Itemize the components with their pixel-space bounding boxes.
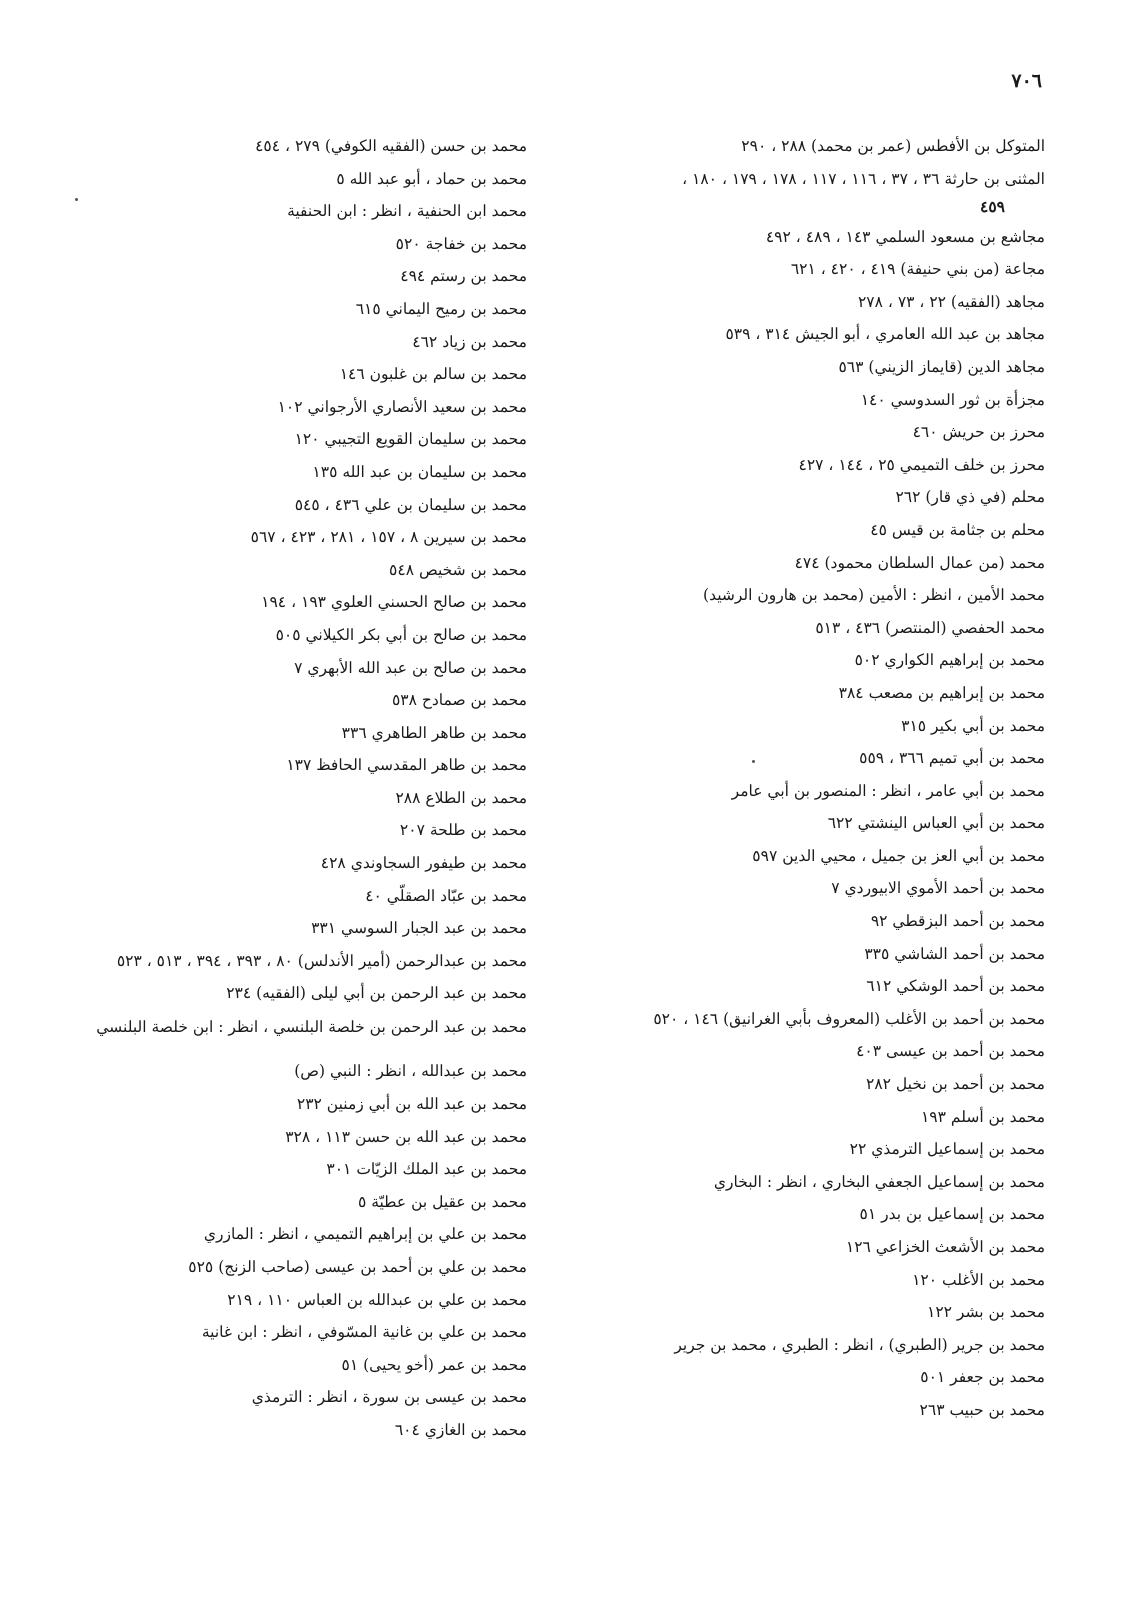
page-number: ٧٠٦ <box>1011 70 1042 92</box>
index-entry: محمد بن علي بن غانية المسّوفي ، انظر : ابن غانية <box>201 1323 527 1342</box>
index-entry: محمد بن رميح اليماني ٦١٥ <box>355 299 527 318</box>
index-entry: محمد بن طيفور السجاوندي ٤٢٨ <box>320 854 527 873</box>
index-entry: محمد بن عبد الله بن أبي زمنين ٢٣٢ <box>296 1095 527 1114</box>
index-entry: محمد بن رستم ٤٩٤ <box>400 267 527 286</box>
index-entry: محمد بن عمر (أخو يحيى) ٥١ <box>341 1355 527 1374</box>
index-entry: محمد بن عبدالرحمن (أمير الأندلس) ٨٠ ، ٣٩٣ ، ٣٩٤ ، ٥١٣ ، ٥٢٣ <box>116 951 527 970</box>
index-entry: محمد بن جرير (الطبري) ، انظر : الطبري ، محمد بن جرير <box>674 1335 1045 1354</box>
index-entry: محمد بن عبد الرحمن بن خلصة البلنسي ، انظر : ابن خلصة البلنسي <box>96 1018 527 1037</box>
index-entry: محمد بن علي بن عبدالله بن العباس ١١٠ ، ٢١٩ <box>227 1290 527 1309</box>
index-entry: محمد بن إسماعيل بن بدر ٥١ <box>859 1205 1045 1224</box>
print-speck <box>75 198 78 201</box>
index-entry: محمد (من عمال السلطان محمود) ٤٧٤ <box>794 553 1045 572</box>
index-entry: محمد بن أبي العز بن جميل ، محيي الدين ٥٩٧ <box>752 846 1045 865</box>
index-entry: محمد بن أحمد الأموي الابيوردي ٧ <box>831 879 1045 898</box>
index-entry: محمد بن أبي عامر ، انظر : المنصور بن أبي عامر <box>731 781 1045 800</box>
index-entry: مجاهد بن عبد الله العامري ، أبو الجيش ٣١٤ ، ٥٣٩ <box>725 325 1045 344</box>
index-entry: محمد بن عبد الله بن حسن ١١٣ ، ٣٢٨ <box>285 1127 527 1146</box>
index-entry: محمد بن الطلاع ٢٨٨ <box>395 788 527 807</box>
index-entry: محمد بن عبّاد الصقلّي ٤٠ <box>365 886 527 905</box>
index-entry: محمد بن إبراهيم الكواري ٥٠٢ <box>854 651 1045 670</box>
index-entry: محمد بن الغازي ٦٠٤ <box>394 1420 527 1439</box>
index-entry: محمد بن طلحة ٢٠٧ <box>399 821 527 840</box>
index-entry: محمد بن إسماعيل الترمذي ٢٢ <box>849 1140 1045 1159</box>
index-entry: مجزأة بن ثور السدوسي ١٤٠ <box>860 390 1045 409</box>
index-entry: محمد بن زياد ٤٦٢ <box>412 332 527 351</box>
index-entry: محمد بن صالح بن أبي بكر الكيلاني ٥٠٥ <box>275 625 527 644</box>
index-entry: محمد بن سليمان القويع التجيبي ١٢٠ <box>294 430 527 449</box>
index-entry: محرز بن حريش ٤٦٠ <box>912 423 1045 442</box>
index-entry: محمد بن حبيب ٢٦٣ <box>919 1400 1045 1419</box>
index-entry: محمد بن علي بن إبراهيم التميمي ، انظر : المازري <box>203 1225 527 1244</box>
index-entry: محمد بن صالح الحسني العلوي ١٩٣ ، ١٩٤ <box>261 593 527 612</box>
index-entry: محمد بن الأغلب ١٢٠ <box>912 1270 1045 1289</box>
index-entry: محمد بن سالم بن غلبون ١٤٦ <box>339 365 527 384</box>
index-entry: محمد بن صمادح ٥٣٨ <box>391 691 527 710</box>
index-entry: محمد ابن الحنفية ، انظر : ابن الحنفية <box>287 202 527 221</box>
index-entry: محمد بن أبي بكير ٣١٥ <box>901 716 1045 735</box>
index-entry: المثنى بن حارثة ٣٦ ، ٣٧ ، ١١٦ ، ١١٧ ، ١٧٨ ، ١٧٩ ، ١٨٠ ، <box>682 169 1045 188</box>
index-entry: محمد بن بشر ١٢٢ <box>927 1303 1045 1322</box>
index-entry: المتوكل بن الأفطس (عمر بن محمد) ٢٨٨ ، ٢٩٠ <box>741 137 1045 155</box>
index-entry: محمد بن سعيد الأنصاري الأرجواني ١٠٢ <box>277 397 527 416</box>
index-entry: محمد بن طاهر المقدسي الحافظ ١٣٧ <box>286 756 527 775</box>
index-entry: محمد الحفصي (المنتصر) ٤٣٦ ، ٥١٣ <box>815 618 1045 637</box>
index-entry: محلم بن جثامة بن قيس ٤٥ <box>870 520 1045 539</box>
index-entry: محمد بن عبدالله ، انظر : النبي (ص) <box>294 1062 527 1081</box>
index-entry: محمد بن عيسى بن سورة ، انظر : الترمذي <box>251 1388 527 1407</box>
index-entry: محمد بن أحمد البزقطي ٩٢ <box>870 912 1045 931</box>
index-entry: محمد بن أبي العباس الينشتي ٦٢٢ <box>827 814 1045 833</box>
index-entry: محمد بن حماد ، أبو عبد الله ٥ <box>336 169 527 188</box>
index-entry: محمد الأمين ، انظر : الأمين (محمد بن هارون الرشيد) <box>703 586 1045 605</box>
index-entry: مجاشع بن مسعود السلمي ١٤٣ ، ٤٨٩ ، ٤٩٢ <box>765 227 1045 246</box>
index-entry: محرز بن خلف التميمي ٢٥ ، ١٤٤ ، ٤٢٧ <box>798 455 1045 474</box>
index-entry: محمد بن شخيص ٥٤٨ <box>389 560 527 579</box>
index-entry: مجاهد (الفقيه) ٢٢ ، ٧٣ ، ٢٧٨ <box>857 292 1045 311</box>
index-entry: محمد بن سليمان بن علي ٤٣٦ ، ٥٤٥ <box>294 495 527 514</box>
index-entry: محمد بن إبراهيم بن مصعب ٣٨٤ <box>838 683 1045 702</box>
index-entry-continuation: ٤٥٩ <box>980 196 1005 216</box>
index-entry: محلم (في ذي قار) ٢٦٢ <box>895 488 1045 507</box>
index-entry: محمد بن الأشعث الخزاعي ١٢٦ <box>845 1238 1045 1256</box>
index-entry: محمد بن أحمد بن عيسى ٤٠٣ <box>856 1042 1045 1061</box>
index-entry: محمد بن إسماعيل الجعفي البخاري ، انظر : البخاري <box>713 1172 1045 1191</box>
index-column-left <box>27 136 527 1453</box>
index-entry: محمد بن أحمد الشاشي ٣٣٥ <box>864 944 1045 963</box>
index-entry: مجاعة (من بني حنيفة) ٤١٩ ، ٤٢٠ ، ٦٢١ <box>790 260 1045 279</box>
index-entry: مجاهد الدين (قايماز الزيني) ٥٦٣ <box>838 357 1045 376</box>
index-entry: محمد بن عبد الرحمن بن أبي ليلى (الفقيه) ٢٣٤ <box>226 984 527 1003</box>
index-entry: محمد بن عبد الملك الزيّات ٣٠١ <box>326 1160 527 1179</box>
index-column-right <box>575 136 1045 1433</box>
index-entry: محمد بن سليمان بن عبد الله ١٣٥ <box>312 462 527 481</box>
index-entry: محمد بن صالح بن عبد الله الأبهري ٧ <box>294 658 527 677</box>
index-entry: محمد بن سيرين ٨ ، ١٥٧ ، ٢٨١ ، ٤٢٣ ، ٥٦٧ <box>250 528 527 547</box>
index-entry: محمد بن أحمد بن نخيل ٢٨٢ <box>866 1075 1045 1094</box>
index-entry: محمد بن عقيل بن عطيّة ٥ <box>357 1192 527 1211</box>
index-entry: محمد بن طاهر الطاهري ٣٣٦ <box>341 723 527 742</box>
index-entry: محمد بن علي بن أحمد بن عيسى (صاحب الزنج) ٥٢٥ <box>188 1258 527 1276</box>
index-entry: محمد بن حسن (الفقيه الكوفي) ٢٧٩ ، ٤٥٤ <box>255 137 527 155</box>
index-entry: محمد بن خفاجة ٥٢٠ <box>395 234 527 253</box>
print-speck <box>752 760 755 763</box>
index-entry: محمد بن أسلم ١٩٣ <box>920 1107 1045 1126</box>
index-entry: محمد بن عبد الجبار السوسي ٣٣١ <box>311 919 527 938</box>
index-entry: محمد بن أحمد الوشكي ٦١٢ <box>866 977 1045 996</box>
index-entry: محمد بن أبي تميم ٣٦٦ ، ٥٥٩ <box>859 749 1045 768</box>
index-entry: محمد بن أحمد بن الأغلب (المعروف بأبي الغرانيق) ١٤٦ ، ٥٢٠ <box>653 1009 1045 1028</box>
index-entry: محمد بن جعفر ٥٠١ <box>920 1368 1045 1387</box>
